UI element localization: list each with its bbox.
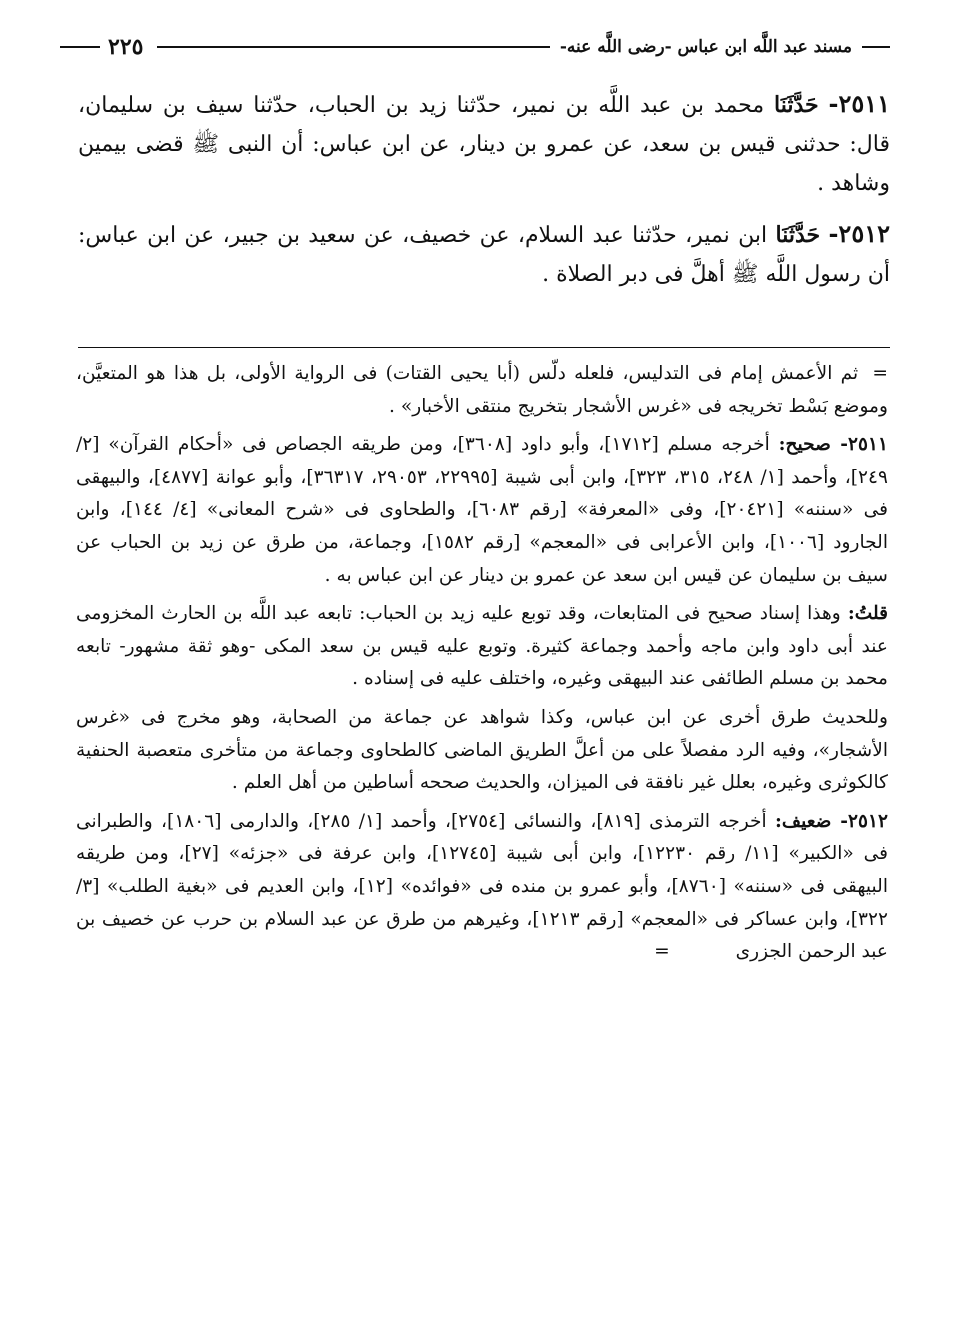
footnote-text: ثم الأعمش إمام فى التدليس، فلعله دلّس (أبا يحيى القتات) فى الرواية الأولى، بل هذا هو المتعيَّن، وموضع بَسْط تخريجه فى «غرس الأشجار بتخريج منتقى الأخبار» . <box>76 363 888 417</box>
hadith-number: ٢٥١١- <box>828 89 890 118</box>
footnote-2512 <box>76 806 888 969</box>
footnote-text: وهذا إسناد صحيح فى المتابعات، وقد توبع عليه زيد بن الحباب: تابعه عبد اللَّه بن الحارث المخزومى عند أبى داود وابن ماجه وأحمد وجماعة كثيرة. وتوبع عليه قيس بن سعد المكى -وهو ثقة مشهور- تابعه محمد بن مسلم الطائفى عند البيهقى وغيره، واختلف عليه فى إسناده . <box>76 603 888 690</box>
continuation-marker: = <box>654 941 670 963</box>
hadith-opening: حَدَّثَنَا <box>775 222 821 248</box>
footnote-2511 <box>76 429 888 592</box>
footnote-paths <box>76 702 888 800</box>
hadith-opening: حَدَّثَنَا <box>774 92 819 118</box>
page-header <box>60 30 890 64</box>
footnote-qultu <box>76 598 888 696</box>
footnote-divider <box>78 347 890 348</box>
header-rule-start <box>862 46 890 48</box>
page-number: ٢٢٥ <box>108 34 144 60</box>
hadith-body: ابن نمير، حدّثنا عبد السلام، عن خصيف، عن سعيد بن جبير، عن ابن عباس: أن رسول اللَّه ﷺ أهلَّ فى دبر الصلاة . <box>78 223 890 287</box>
header-rule <box>157 46 549 48</box>
header-rule-end <box>60 46 100 48</box>
footnote-tag: ٢٥١١- صحيح: <box>778 434 888 456</box>
footnotes-block <box>76 358 888 975</box>
footnote-text: وللحديث طرق أخرى عن ابن عباس، وكذا شواهد عن جماعة من الصحابة، وهو مخرج فى «غرس الأشجار»، وفيه الرد مفصلاً على من أعلَّ الطريق الماضى كالطحاوى وجماعة من متأخرى متعصبة الحنفية كالكوثرى وغيره، بعلل غير نافقة فى الميزان، والحديث صححه أساطين من أهل العلم . <box>76 706 888 794</box>
hadith-body: محمد بن عبد اللَّه بن نمير، حدّثنا زيد بن الحباب، حدّثنا سيف بن سليمان، قال: حدثنى قيس بن سعد، عن عمرو بن دينار، عن ابن عباس: أن النبى ﷺ قضى بيمين وشاهد . <box>78 93 890 196</box>
hadith-2511 <box>78 84 890 203</box>
running-title: مسند عبد اللَّه ابن عباس -رضى اللَّه عنه- <box>559 37 852 57</box>
footnote-continuation <box>76 358 888 423</box>
footnote-text: أخرجه مسلم [١٧١٢]، وأبو داود [٣٦٠٨]، ومن طريقه الجصاص فى «أحكام القرآن» [٢/ ٢٤٩]، وأحمد [١/ ٢٤٨، ٣١٥، ٣٢٣]، وابن أبى شيبة [٢٢٩٩٥، ٢٩٠٥٣، ٣٦٣١٧]، وأبو عوانة [٤٨٧٧]، والبيهقى فى «سننه» [٢٠٤٢١]، وفى «المعرفة» [رقم ٦٠٨٣]، والطحاوى فى «شرح المعانى» [٤/ ١٤٤]، وابن الجارود [١٠٠٦]، وابن الأعرابى فى «المعجم» [رقم ١٥٨٢]، وجماعة، من طرق عن زيد بن الحباب عن سيف بن سليمان عن قيس ابن سعد عن عمرو بن دينار عن ابن عباس به . <box>76 434 889 586</box>
footnote-tag: ٢٥١٢- ضعيف: <box>774 810 888 832</box>
hadith-2512 <box>78 214 890 294</box>
continuation-marker: = <box>872 363 889 384</box>
hadith-text-block <box>78 84 890 305</box>
hadith-number: ٢٥١٢- <box>828 219 890 248</box>
footnote-text: أخرجه الترمذى [٨١٩]، والنسائى [٢٧٥٤]، وأحمد [١/ ٢٨٥]، والدارمى [١٨٠٦]، والطبرانى فى «الكبير» [١١/ رقم ١٢٢٣٠]، وابن أبى شيبة [١٢٧٤٥]، وابن عرفة فى «جزئه» [٢٧]، ومن طريقه البيهقى فى «سننه» [٨٧٦٠]، وأبو عمرو بن منده فى «فوائده» [١٢]، وابن العديم فى «بغية الطلب» [٣/ ٣٢٢]، وابن عساكر فى «المعجم» [رقم ١٢١٣]، وغيرهم من طرق عن عبد السلام بن حرب عن خصيف بن عبد الرحمن الجزرى <box>76 810 889 963</box>
footnote-tag: قلتُ: <box>847 603 888 625</box>
